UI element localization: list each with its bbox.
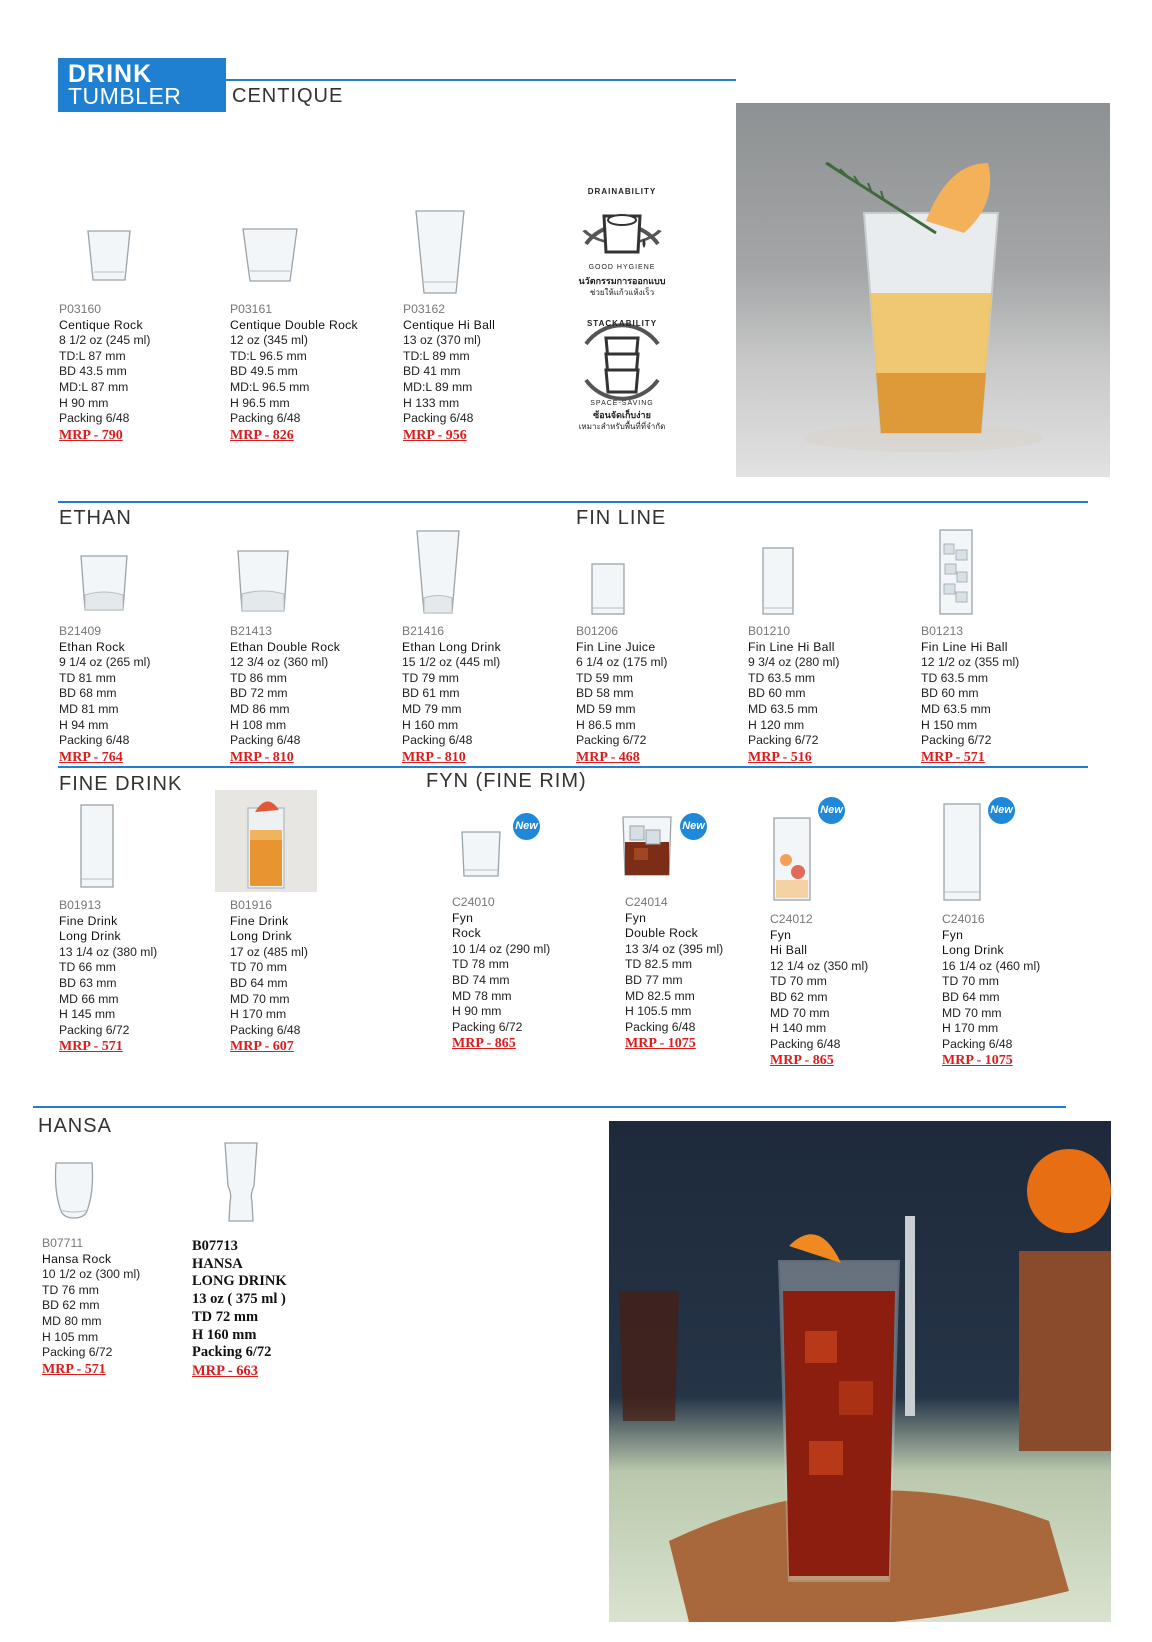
stackability-thai-2: เหมาะสำหรับพื้นที่ที่จำกัด xyxy=(578,422,666,431)
header-title: DRINK xyxy=(68,60,153,88)
spec-height: H 96.5 mm xyxy=(230,395,290,410)
product-name-2: Double Rock xyxy=(625,926,699,941)
spec-height: H 170 mm xyxy=(230,1007,287,1022)
spec-md: MD 79 mm xyxy=(402,701,462,716)
spec-td: TD 63.5 mm xyxy=(748,670,816,685)
price-mrp: MRP - 764 xyxy=(59,749,123,765)
spec-td: TD 76 mm xyxy=(42,1282,99,1297)
lemonade-photo xyxy=(736,103,1110,477)
glass-image-p03161 xyxy=(240,225,300,285)
spec-md: MD 66 mm xyxy=(59,991,119,1006)
spec-md: MD 59 mm xyxy=(576,701,636,716)
spec-capacity: 13 oz ( 375 ml ) xyxy=(192,1291,286,1308)
spec-height: H 90 mm xyxy=(59,395,109,410)
price-mrp: MRP - 468 xyxy=(576,749,640,765)
product-name: Fyn xyxy=(452,910,474,925)
spec-height: H 150 mm xyxy=(921,717,978,732)
spec-capacity: 8 1/2 oz (245 ml) xyxy=(59,333,151,348)
price-mrp: MRP - 865 xyxy=(452,1036,516,1052)
cocktail-illustration xyxy=(736,103,1110,477)
spec-height: H 120 mm xyxy=(748,717,805,732)
price-mrp: MRP - 790 xyxy=(59,427,123,443)
glass-image-b21409 xyxy=(78,553,130,613)
product-name: Hansa Rock xyxy=(42,1251,112,1266)
product-code: B01913 xyxy=(59,898,102,912)
spec-md: MD 78 mm xyxy=(452,988,512,1003)
product-b21409 xyxy=(59,624,150,767)
spec-packing: Packing 6/48 xyxy=(230,1022,301,1037)
product-name: Ethan Long Drink xyxy=(402,639,501,654)
product-name: Fine Drink xyxy=(230,913,289,928)
section-title-hansa: HANSA xyxy=(38,1115,112,1137)
product-b01206 xyxy=(576,624,667,767)
spec-md: MD 63.5 mm xyxy=(748,701,818,716)
stackability-thai-1: ซ้อนจัดเก็บง่าย xyxy=(593,410,651,420)
spec-td: TD 70 mm xyxy=(230,960,287,975)
spec-bd: BD 61 mm xyxy=(402,686,460,701)
product-name: Fin Line Juice xyxy=(576,639,656,654)
spec-md: MD 70 mm xyxy=(942,1005,1002,1020)
spec-md: MD:L 96.5 mm xyxy=(230,379,310,394)
section-rule-ethan xyxy=(58,501,1088,503)
product-code: P03161 xyxy=(230,302,273,316)
spec-bd: BD 43.5 mm xyxy=(59,364,127,379)
glass-image-b07713 xyxy=(222,1140,260,1224)
spec-capacity: 13 1/4 oz (380 ml) xyxy=(59,944,158,959)
price-mrp: MRP - 571 xyxy=(42,1361,106,1377)
spec-bd: BD 60 mm xyxy=(921,686,979,701)
spec-height: H 160 mm xyxy=(402,717,459,732)
spec-height: H 90 mm xyxy=(452,1004,502,1019)
spec-height: H 105 mm xyxy=(42,1329,99,1344)
price-mrp: MRP - 1075 xyxy=(625,1036,696,1052)
spec-bd: BD 49.5 mm xyxy=(230,364,298,379)
section-title-finline: FIN LINE xyxy=(576,507,667,529)
product-p03161 xyxy=(230,302,358,445)
spec-md: MD 80 mm xyxy=(42,1313,102,1328)
product-code: C24010 xyxy=(452,895,495,909)
spec-capacity: 12 oz (345 ml) xyxy=(230,333,308,348)
product-b01210 xyxy=(748,624,839,767)
spec-height: H 86.5 mm xyxy=(576,717,636,732)
glass-image-p03160 xyxy=(85,228,133,284)
new-badge-c24012: New xyxy=(818,797,845,824)
product-name-2: LONG DRINK xyxy=(192,1273,287,1290)
iced-tea-photo xyxy=(609,1121,1111,1622)
spec-bd: BD 68 mm xyxy=(59,686,117,701)
spec-packing: Packing 6/48 xyxy=(942,1036,1013,1051)
spec-capacity: 12 3/4 oz (360 ml) xyxy=(230,655,329,670)
spec-bd: BD 60 mm xyxy=(748,686,806,701)
spec-capacity: 13 oz (370 ml) xyxy=(403,333,481,348)
section-rule-finedrink xyxy=(58,766,1088,768)
spec-capacity: 16 1/4 oz (460 ml) xyxy=(942,958,1041,973)
product-b01916 xyxy=(230,898,308,1056)
spec-td: TD:L 87 mm xyxy=(59,348,126,363)
spec-td: TD 86 mm xyxy=(230,670,287,685)
spec-md: MD:L 87 mm xyxy=(59,379,129,394)
product-code: B01213 xyxy=(921,624,964,638)
product-code: B07711 xyxy=(42,1236,84,1250)
product-c24012 xyxy=(770,912,868,1070)
product-name: Fyn xyxy=(770,927,792,942)
spec-capacity: 9 3/4 oz (280 ml) xyxy=(748,655,840,670)
product-name: HANSA xyxy=(192,1255,243,1272)
spec-bd: BD 63 mm xyxy=(59,975,117,990)
spec-packing: Packing 6/72 xyxy=(59,1022,130,1037)
spec-td: TD 70 mm xyxy=(942,974,999,989)
spec-height: H 133 mm xyxy=(403,395,460,410)
price-mrp: MRP - 1075 xyxy=(942,1053,1013,1069)
spec-md: MD:L 89 mm xyxy=(403,379,473,394)
spec-capacity: 10 1/4 oz (290 ml) xyxy=(452,941,551,956)
spec-height: H 108 mm xyxy=(230,717,287,732)
spec-td: TD 59 mm xyxy=(576,670,633,685)
product-code: P03162 xyxy=(403,302,446,316)
product-name: Fin Line Hi Ball xyxy=(748,639,835,654)
spec-bd: BD 62 mm xyxy=(42,1298,100,1313)
spec-md: MD 82.5 mm xyxy=(625,988,695,1003)
price-mrp: MRP - 826 xyxy=(230,427,294,443)
spec-packing: Packing 6/72 xyxy=(748,733,819,748)
product-name-2: Long Drink xyxy=(942,943,1004,958)
product-name-2: Hi Ball xyxy=(770,943,808,958)
spec-height: H 105.5 mm xyxy=(625,1004,692,1019)
spec-md: MD 86 mm xyxy=(230,701,290,716)
new-badge-c24014: New xyxy=(680,813,707,840)
spec-height: H 94 mm xyxy=(59,717,109,732)
product-name: Centique Rock xyxy=(59,317,143,332)
price-mrp: MRP - 571 xyxy=(59,1039,123,1055)
section-title-centique: CENTIQUE xyxy=(232,85,344,107)
spec-capacity: 12 1/2 oz (355 ml) xyxy=(921,655,1020,670)
spec-packing: Packing 6/72 xyxy=(452,1019,523,1034)
price-mrp: MRP - 516 xyxy=(748,749,812,765)
product-c24014 xyxy=(625,895,723,1053)
spec-height: H 145 mm xyxy=(59,1007,116,1022)
spec-td: TD:L 96.5 mm xyxy=(230,348,307,363)
price-mrp: MRP - 571 xyxy=(921,749,985,765)
price-mrp: MRP - 607 xyxy=(230,1039,294,1055)
b01916-photo xyxy=(215,790,317,892)
product-b21416 xyxy=(402,624,501,767)
price-mrp: MRP - 810 xyxy=(402,749,466,765)
spec-packing: Packing 6/48 xyxy=(230,733,301,748)
product-b07713 xyxy=(192,1238,287,1380)
spec-md: MD 70 mm xyxy=(230,991,290,1006)
glass-image-b07711 xyxy=(52,1160,96,1222)
product-c24010 xyxy=(452,895,550,1053)
spec-bd: BD 77 mm xyxy=(625,972,683,987)
product-b01213 xyxy=(921,624,1019,767)
spec-packing: Packing 6/48 xyxy=(770,1036,841,1051)
spec-md: MD 81 mm xyxy=(59,701,119,716)
product-code: C24014 xyxy=(625,895,668,909)
spec-packing: Packing 6/72 xyxy=(192,1344,272,1361)
new-badge-c24016: New xyxy=(988,797,1015,824)
glass-image-b21413 xyxy=(235,548,291,614)
product-b21413 xyxy=(230,624,340,767)
spec-packing: Packing 6/48 xyxy=(403,411,474,426)
product-p03160 xyxy=(59,302,150,445)
product-code: B07713 xyxy=(192,1238,238,1254)
spec-bd: BD 74 mm xyxy=(452,972,510,987)
glass-image-b01210 xyxy=(761,546,795,616)
product-b07711 xyxy=(42,1236,140,1379)
product-code: B21416 xyxy=(402,624,445,638)
spec-bd: BD 72 mm xyxy=(230,686,288,701)
section-title-fyn: FYN (FINE RIM) xyxy=(426,770,587,792)
product-name: Fyn xyxy=(625,910,647,925)
glass-image-p03162 xyxy=(413,208,467,296)
glass-image-c24012 xyxy=(772,816,812,902)
header-subtitle: TUMBLER xyxy=(68,83,182,109)
section-rule-hansa xyxy=(33,1106,1066,1108)
spec-td: TD 79 mm xyxy=(402,670,459,685)
glass-image-b01206 xyxy=(590,562,626,616)
product-name: Centique Hi Ball xyxy=(403,317,496,332)
spec-bd: BD 64 mm xyxy=(230,975,288,990)
spec-md: MD 63.5 mm xyxy=(921,701,991,716)
price-mrp: MRP - 810 xyxy=(230,749,294,765)
spec-td: TD:L 89 mm xyxy=(403,348,470,363)
spec-td: TD 63.5 mm xyxy=(921,670,989,685)
product-code: P03160 xyxy=(59,302,102,316)
spec-packing: Packing 6/72 xyxy=(576,733,647,748)
stackability-sub: SPACE-SAVING xyxy=(590,400,654,407)
price-mrp: MRP - 865 xyxy=(770,1053,834,1069)
drainability-thai-2: ช่วยให้แก้วแห้งเร็ว xyxy=(589,288,655,297)
glass-image-c24010 xyxy=(459,829,503,879)
spec-height: H 140 mm xyxy=(770,1021,827,1036)
juice-glass-illustration xyxy=(215,790,317,892)
product-name-2: Long Drink xyxy=(59,929,121,944)
spec-md: MD 70 mm xyxy=(770,1005,830,1020)
glass-image-c24016 xyxy=(942,802,982,902)
product-p03162 xyxy=(403,302,495,445)
spec-capacity: 12 1/4 oz (350 ml) xyxy=(770,958,869,973)
glass-image-b01913 xyxy=(79,803,115,889)
spec-bd: BD 62 mm xyxy=(770,989,828,1004)
product-code: C24012 xyxy=(770,912,813,926)
product-name: Centique Double Rock xyxy=(230,317,358,332)
spec-capacity: 17 oz (485 ml) xyxy=(230,944,308,959)
product-name-2: Rock xyxy=(452,926,481,941)
spec-capacity: 13 3/4 oz (395 ml) xyxy=(625,941,724,956)
spec-td: TD 66 mm xyxy=(59,960,116,975)
product-code: C24016 xyxy=(942,912,985,926)
spec-td: TD 78 mm xyxy=(452,957,509,972)
product-name-2: Long Drink xyxy=(230,929,292,944)
spec-bd: BD 58 mm xyxy=(576,686,634,701)
spec-packing: Packing 6/48 xyxy=(59,411,130,426)
product-name: Fyn xyxy=(942,927,964,942)
spec-td: TD 70 mm xyxy=(770,974,827,989)
drainability-sub: GOOD HYGIENE xyxy=(588,264,656,271)
glass-image-c24014 xyxy=(620,814,674,878)
product-name: Ethan Double Rock xyxy=(230,639,341,654)
spec-capacity: 15 1/2 oz (445 ml) xyxy=(402,655,501,670)
spec-td: TD 81 mm xyxy=(59,670,116,685)
spec-capacity: 10 1/2 oz (300 ml) xyxy=(42,1267,141,1282)
product-c24016 xyxy=(942,912,1040,1070)
spec-packing: Packing 6/72 xyxy=(42,1345,113,1360)
spec-td: TD 82.5 mm xyxy=(625,957,693,972)
header-rule xyxy=(226,79,736,81)
new-badge-c24010: New xyxy=(513,813,540,840)
price-mrp: MRP - 956 xyxy=(403,427,467,443)
product-name: Fine Drink xyxy=(59,913,118,928)
section-title-finedrink: FINE DRINK xyxy=(59,773,183,795)
spec-bd: BD 41 mm xyxy=(403,364,461,379)
spec-height: H 170 mm xyxy=(942,1021,999,1036)
spec-packing: Packing 6/48 xyxy=(230,411,301,426)
price-mrp: MRP - 663 xyxy=(192,1362,259,1379)
drainability-thai-1: นวัตกรรมการออกแบบ xyxy=(578,276,666,286)
spec-packing: Packing 6/48 xyxy=(625,1019,696,1034)
product-b01913 xyxy=(59,898,157,1056)
iced-tea-illustration xyxy=(609,1121,1111,1622)
product-name: Ethan Rock xyxy=(59,639,126,654)
spec-packing: Packing 6/48 xyxy=(59,733,130,748)
product-code: B01210 xyxy=(748,624,791,638)
product-code: B01916 xyxy=(230,898,273,912)
section-title-ethan: ETHAN xyxy=(59,507,132,529)
product-code: B01206 xyxy=(576,624,619,638)
product-code: B21413 xyxy=(230,624,273,638)
drainability-title: DRAINABILITY xyxy=(587,187,657,196)
glass-image-b21416 xyxy=(414,528,462,616)
spec-bd: BD 64 mm xyxy=(942,989,1000,1004)
spec-capacity: 6 1/4 oz (175 ml) xyxy=(576,655,668,670)
stackability-title: STACKABILITY xyxy=(586,319,658,328)
spec-packing: Packing 6/72 xyxy=(921,733,992,748)
product-name: Fin Line Hi Ball xyxy=(921,639,1008,654)
spec-td: TD 72 mm xyxy=(192,1308,259,1325)
spec-packing: Packing 6/48 xyxy=(402,733,473,748)
spec-capacity: 9 1/4 oz (265 ml) xyxy=(59,655,151,670)
product-code: B21409 xyxy=(59,624,102,638)
spec-height: H 160 mm xyxy=(192,1326,257,1343)
glass-image-b01213 xyxy=(938,528,974,616)
